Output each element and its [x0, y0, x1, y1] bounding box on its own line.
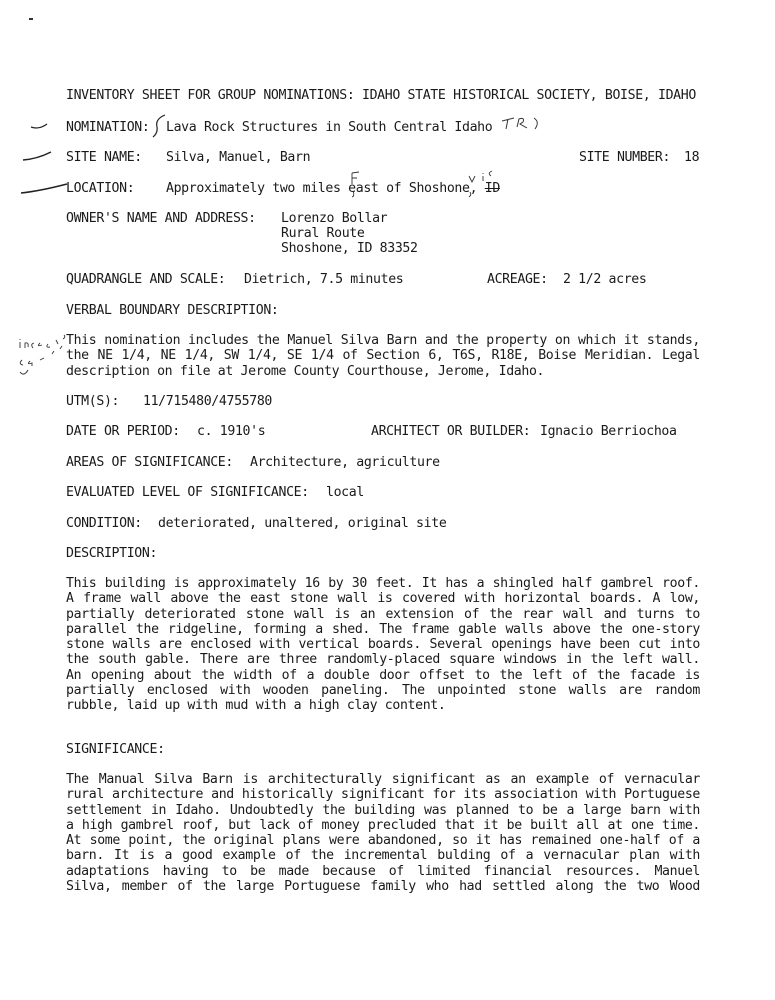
nomination-label: NOMINATION: [66, 120, 150, 135]
text-line: This building is approximately 16 by 30 feet. It has a shingled half gambrel roof. [66, 576, 700, 591]
location-struck-text: ID [484, 181, 500, 196]
margin-check-mark [22, 150, 52, 164]
verbal-boundary-label: VERBAL BOUNDARY DESCRIPTION: [66, 303, 279, 318]
site-name-label: SITE NAME: [66, 150, 142, 165]
level-label: EVALUATED LEVEL OF SIGNIFICANCE: [66, 485, 309, 500]
text-line: a high gambrel roof, but lack of money precluded that it be built all at one time. [66, 817, 700, 833]
quadrangle-value: Dietrich, 7.5 minutes [244, 272, 404, 287]
site-number-label: SITE NUMBER: [579, 150, 671, 165]
text-line: rural architecture and historically significant for its association with Portuguese [66, 787, 700, 803]
stray-mark [29, 18, 33, 20]
significance-label: SIGNIFICANCE: [66, 742, 165, 757]
quadrangle-label: QUADRANGLE AND SCALE: [66, 272, 226, 287]
acreage-label: ACREAGE: [487, 272, 548, 287]
location-label: LOCATION: [66, 181, 135, 196]
utm-label: UTM(S): [66, 394, 120, 409]
text-line: At some point, the original plans were abandoned, so it has remained one-half of a [66, 833, 700, 849]
text-line: description on file at Jerome County Courthouse, Jerome, Idaho. [66, 363, 545, 379]
text-line: settlement in Idaho. Undoubtedly the building was planned to be a large barn with [66, 802, 700, 818]
level-value: local [326, 485, 364, 500]
date-label: DATE OR PERIOD: [66, 424, 180, 439]
margin-check-mark [20, 180, 68, 196]
text-line: This nomination includes the Manuel Silva Barn and the property on which it stands, [66, 333, 700, 348]
text-line: An opening about the width of a double door offset to the left of the facade is [66, 667, 700, 683]
location-text: Approximately two miles east of Shoshone, [166, 181, 485, 196]
text-line: partially deteriorated stone wall is an extension of the rear wall and turns to [66, 606, 700, 622]
site-name-value: Silva, Manuel, Barn [166, 150, 311, 165]
owner-label: OWNER'S NAME AND ADDRESS: [66, 211, 256, 226]
owner-address-line-2: Shoshone, ID 83352 [281, 241, 418, 256]
text-line: the NE 1/4, NE 1/4, SW 1/4, SE 1/4 of Section 6, T6S, R18E, Boise Meridian. Legal [66, 348, 700, 364]
text-line: adaptations having to be made because of limited financial resources. Manuel [66, 863, 700, 879]
text-line: barn. It is a good example of the incremental bulding of a vernacular plan with [66, 848, 700, 864]
text-line: stone walls are enclosed with vertical boards. Several openings have been cut into [66, 637, 700, 653]
architect-value: Ignacio Berriochoa [540, 424, 677, 439]
handwritten-margin-note [14, 330, 66, 378]
owner-name: Lorenzo Bollar [281, 211, 388, 226]
utm-value: 11/715480/4755780 [143, 394, 273, 409]
text-line: the south gable. There are three randomly-placed square windows in the left wall. [66, 652, 700, 668]
text-line: Silva, member of the large Portuguese family who had settled along the two Wood [66, 879, 700, 895]
text-line: rubble, laid up with mud with a high clay content. [66, 698, 446, 714]
margin-check-mark [30, 121, 48, 131]
condition-label: CONDITION: [66, 516, 142, 531]
areas-value: Architecture, agriculture [250, 455, 440, 470]
site-number-value: 18 [684, 150, 700, 165]
text-line: parallel the ridgeline, forming a shed. The frame gable walls above the one-story [66, 621, 700, 637]
date-value: c. 1910's [197, 424, 266, 439]
description-text [66, 576, 700, 714]
significance-text [66, 772, 700, 894]
handwritten-tr-annotation [500, 114, 544, 132]
text-line: A frame wall above the east stone wall is covered with horizontal boards. A low, [66, 591, 700, 607]
areas-label: AREAS OF SIGNIFICANCE: [66, 455, 233, 470]
nomination-value: Lava Rock Structures in South Central Idaho [166, 120, 493, 135]
handwritten-insertion-marks [350, 166, 510, 198]
description-label: DESCRIPTION: [66, 546, 158, 561]
text-line: partially enclosed with wooden paneling. The unpointed stone walls are random [66, 683, 700, 699]
acreage-value: 2 1/2 acres [563, 272, 647, 287]
condition-value: deteriorated, unaltered, original site [158, 516, 447, 531]
document-header: INVENTORY SHEET FOR GROUP NOMINATIONS: IDAHO STATE HISTORICAL SOCIETY, BOISE, IDAHO [66, 88, 696, 103]
verbal-boundary-text [66, 333, 700, 379]
architect-label: ARCHITECT OR BUILDER: [371, 424, 531, 439]
text-line: The Manual Silva Barn is architecturally significant as an example of vernacular [66, 772, 700, 787]
owner-address-line-1: Rural Route [281, 226, 365, 241]
